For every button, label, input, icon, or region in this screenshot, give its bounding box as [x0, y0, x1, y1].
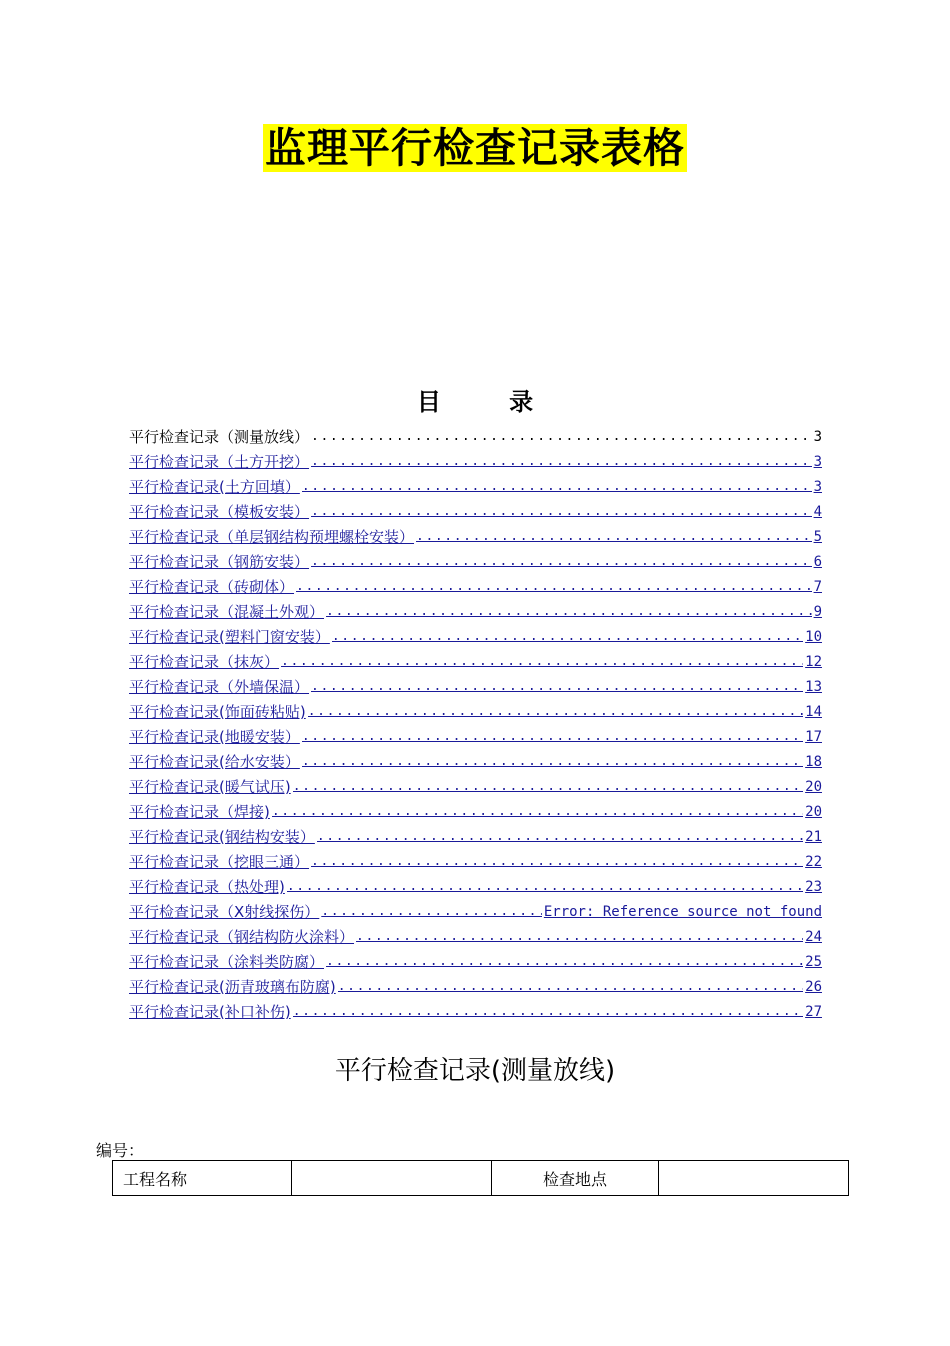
toc-entry[interactable]	[129, 598, 822, 623]
toc-entry-page: 21	[805, 829, 822, 845]
toc-dot-leader	[302, 751, 803, 773]
toc-entry-page: 26	[805, 979, 822, 995]
table-of-contents	[129, 423, 822, 1023]
toc-entry[interactable]	[129, 548, 822, 573]
toc-entry-title: 平行检查记录（单层钢结构预埋螺栓安装）	[129, 528, 415, 546]
toc-dot-leader	[311, 676, 803, 698]
toc-dot-leader	[317, 826, 803, 848]
toc-entry-page: 27	[805, 1004, 822, 1020]
toc-entry[interactable]	[129, 523, 822, 548]
toc-entry[interactable]	[129, 848, 822, 873]
toc-entry[interactable]	[129, 973, 822, 998]
toc-entry[interactable]	[129, 448, 822, 473]
toc-dot-leader	[356, 926, 803, 948]
toc-dot-leader	[326, 601, 812, 623]
toc-dot-leader	[332, 626, 803, 648]
toc-dot-leader	[311, 851, 803, 873]
toc-entry[interactable]	[129, 898, 822, 923]
toc-entry[interactable]	[129, 798, 822, 823]
inspection-location-label: 检查地点	[492, 1161, 659, 1196]
toc-dot-leader	[326, 951, 803, 973]
toc-heading: 目 录	[416, 388, 564, 416]
toc-dot-leader	[311, 426, 812, 448]
toc-entry-page: 23	[805, 879, 822, 895]
toc-dot-leader	[311, 551, 812, 573]
toc-entry[interactable]	[129, 623, 822, 648]
toc-entry[interactable]	[129, 948, 822, 973]
toc-entry-title: 平行检查记录(饰面砖粘贴)	[129, 703, 306, 721]
toc-entry[interactable]	[129, 773, 822, 798]
toc-entry-page: 17	[805, 729, 822, 745]
toc-entry-title: 平行检查记录(补口补伤)	[129, 1003, 291, 1021]
toc-dot-leader	[338, 976, 803, 998]
toc-entry[interactable]	[129, 698, 822, 723]
table-row	[113, 1161, 849, 1196]
toc-entry-page: 22	[805, 854, 822, 870]
toc-dot-leader	[321, 901, 542, 923]
toc-entry[interactable]	[129, 673, 822, 698]
toc-entry-title: 平行检查记录（外墙保温）	[129, 678, 310, 696]
section-title: 平行检查记录(测量放线)	[334, 1056, 616, 1086]
toc-entry-title: 平行检查记录(暖气试压)	[129, 778, 291, 796]
toc-dot-leader	[311, 501, 812, 523]
toc-entry-title: 平行检查记录（钢筋安装）	[129, 553, 310, 571]
toc-dot-leader	[296, 576, 812, 598]
toc-entry-page: 20	[805, 804, 822, 820]
toc-entry-title: 平行检查记录（热处理)	[129, 878, 285, 896]
toc-entry-title: 平行检查记录（焊接)	[129, 803, 270, 821]
toc-dot-leader	[293, 1001, 803, 1023]
toc-entry-title: 平行检查记录（涂料类防腐）	[129, 953, 325, 971]
toc-dot-leader	[302, 476, 812, 498]
toc-dot-leader	[281, 651, 803, 673]
toc-entry[interactable]	[129, 473, 822, 498]
toc-dot-leader	[311, 451, 812, 473]
toc-dot-leader	[308, 701, 803, 723]
toc-dot-leader	[416, 526, 812, 548]
toc-entry[interactable]	[129, 748, 822, 773]
toc-entry[interactable]	[129, 648, 822, 673]
toc-entry-page: 24	[805, 929, 822, 945]
toc-entry-page: 12	[805, 654, 822, 670]
toc-entry-page: 3	[813, 454, 822, 470]
toc-entry-page: 5	[813, 529, 822, 545]
toc-entry[interactable]	[129, 823, 822, 848]
toc-entry[interactable]	[129, 873, 822, 898]
toc-entry-title: 平行检查记录(钢结构安装）	[129, 828, 315, 846]
toc-entry[interactable]	[129, 573, 822, 598]
serial-number-label: 编号：	[96, 1141, 145, 1160]
toc-entry-title: 平行检查记录（土方开挖）	[129, 453, 310, 471]
toc-entry-title: 平行检查记录(土方回填）	[129, 478, 300, 496]
toc-entry-page: 10	[805, 629, 822, 645]
project-name-field[interactable]	[292, 1161, 492, 1196]
inspection-info-table	[112, 1160, 849, 1196]
toc-entry-page: 7	[813, 579, 822, 595]
toc-dot-leader	[272, 801, 803, 823]
toc-entry-title: 平行检查记录（钢结构防火涂料）	[129, 928, 355, 946]
toc-dot-leader	[302, 726, 803, 748]
toc-entry-page: 25	[805, 954, 822, 970]
document-title	[0, 122, 950, 174]
toc-entry-page: 18	[805, 754, 822, 770]
toc-entry-page: 14	[805, 704, 822, 720]
toc-dot-leader	[293, 776, 803, 798]
toc-entry[interactable]	[129, 998, 822, 1023]
project-name-label: 工程名称	[113, 1161, 292, 1196]
toc-entry-title: 平行检查记录(地暖安装）	[129, 728, 300, 746]
toc-entry-title: 平行检查记录(沥青玻璃布防腐)	[129, 978, 336, 996]
toc-entry-page: 6	[813, 554, 822, 570]
toc-entry-title: 平行检查记录(塑料门窗安装）	[129, 628, 330, 646]
toc-entry-page: Error: Reference source not found	[543, 904, 822, 920]
toc-entry[interactable]	[129, 498, 822, 523]
toc-entry	[129, 423, 822, 448]
toc-entry-title: 平行检查记录（X射线探伤）	[129, 903, 320, 921]
toc-entry[interactable]	[129, 723, 822, 748]
toc-entry-title: 平行检查记录（测量放线）	[129, 428, 310, 446]
inspection-location-field[interactable]	[659, 1161, 849, 1196]
toc-entry-page: 9	[813, 604, 822, 620]
toc-entry-title: 平行检查记录（模板安装）	[129, 503, 310, 521]
toc-dot-leader	[287, 876, 803, 898]
document-title-text: 监理平行检查记录表格	[265, 124, 685, 172]
toc-entry-title: 平行检查记录（混凝土外观）	[129, 603, 325, 621]
toc-entry-title: 平行检查记录(给水安装）	[129, 753, 300, 771]
toc-entry-title: 平行检查记录（砖砌体）	[129, 578, 295, 596]
toc-entry-page: 3	[813, 429, 822, 445]
toc-entry-page: 4	[813, 504, 822, 520]
toc-entry-page: 3	[813, 479, 822, 495]
toc-entry[interactable]	[129, 923, 822, 948]
toc-entry-page: 13	[805, 679, 822, 695]
toc-entry-page: 20	[805, 779, 822, 795]
toc-entry-title: 平行检查记录（抹灰）	[129, 653, 280, 671]
toc-entry-title: 平行检查记录（挖眼三通）	[129, 853, 310, 871]
